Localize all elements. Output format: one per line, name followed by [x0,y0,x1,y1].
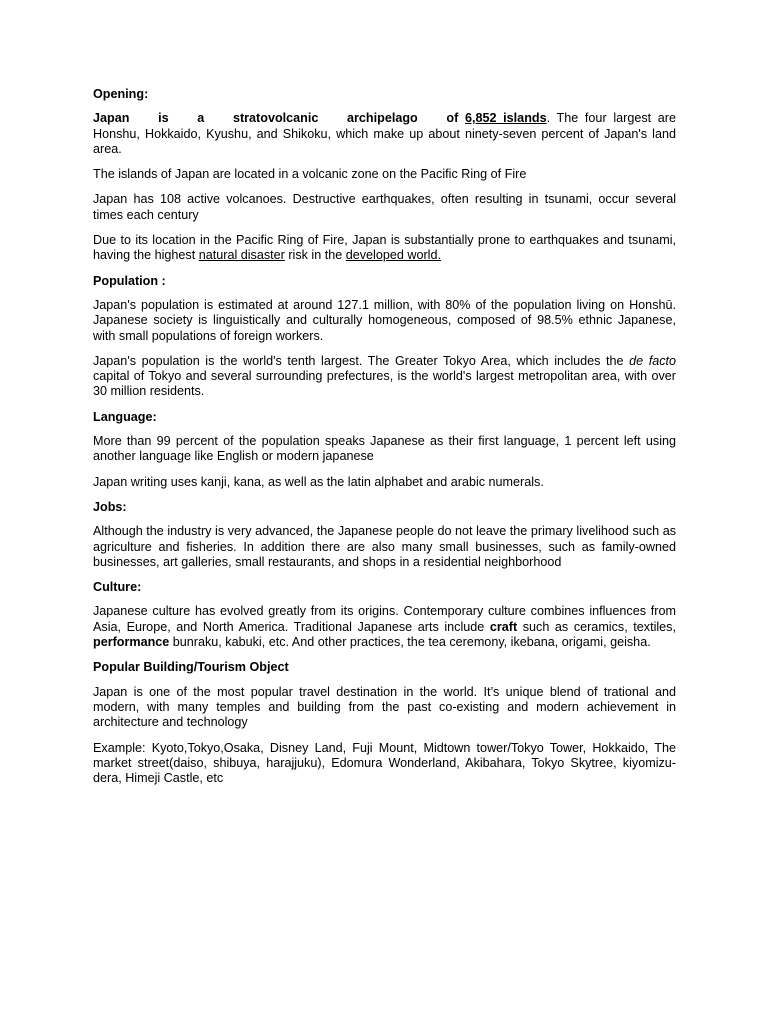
culture-p1-c: such as ceramics, textiles, [517,619,676,634]
opening-p1-lead: Japan is a stratovolcanic archipelago of [93,111,459,126]
language-heading: Language: [93,409,157,424]
opening-paragraph-4 [93,233,676,264]
population-paragraph-1: Japan's population is estimated at around 127.1 million, with 80% of the population living on Honshū. Japanese society is linguistically and culturally homogeneous, composed of 98.5% ethnic Japanese, with small populations of foreign workers. [93,297,676,343]
culture-heading: Culture: [93,580,142,595]
culture-p1-e: bunraku, kabuki, etc. And other practices, the tea ceremony, ikebana, origami, geisha. [169,635,651,650]
culture-paragraph-1 [93,604,676,650]
population-heading: Population : [93,273,166,288]
opening-heading: Opening: [93,87,149,101]
craft-text: craft [489,619,518,634]
natural-disaster-link[interactable]: natural disaster [198,248,285,263]
population-p2-a: Japan's population is the world's tenth largest. The Greater Tokyo Area, which includes the [93,353,630,368]
opening-paragraph-3: Japan has 108 active volcanoes. Destructive earthquakes, often resulting in tsunami, occur several times each century [93,192,676,222]
opening-paragraph-2: The islands of Japan are located in a volcanic zone on the Pacific Ring of Fire [93,167,527,182]
opening-p4-a: Due to its location in the Pacific Ring of Fire, Japan is substantially prone to earthquakes and tsunami, having the highest [93,233,676,263]
performance-text: performance [93,635,170,650]
opening-p4-c: risk in the [284,248,346,263]
jobs-heading: Jobs: [93,499,127,514]
opening-paragraph-1 [93,111,676,157]
jobs-paragraph-1: Although the industry is very advanced, the Japanese people do not leave the primary livelihood such as agriculture and fisheries. In addition there are also many small businesses, such as family-owned businesses, art galleries, small restaurants, and shops in a residential neighborhood [93,524,676,569]
language-paragraph-1: More than 99 percent of the population speaks Japanese as their first language, 1 percent left using another language like English or modern japanese [93,434,676,464]
population-p2-c: capital of Tokyo and several surrounding prefectures, is the world's largest metropolitan area, with over 30 million residents. [93,369,676,399]
language-paragraph-2: Japan writing uses kanji, kana, as well as the latin alphabet and arabic numerals. [93,474,544,489]
islands-count-link[interactable]: 6,852 islands [464,111,547,126]
tourism-paragraph-1: Japan is one of the most popular travel destination in the world. It’s unique blend of trational and modern, with many temples and building from the past co-existing and modern achievement in architecture and technology [93,684,676,730]
de-facto-text: de facto [629,353,676,368]
tourism-heading: Popular Building/Tourism Object [93,660,289,675]
developed-world-link[interactable]: developed world. [345,248,441,263]
document-page [93,87,676,796]
opening-p1-rest: . The four largest are Honshu, Hokkaido, Kyushu, and Shikoku, which make up about ninety-seven percent of Japan's land area. [93,111,677,156]
culture-p1-a: Japanese culture has evolved greatly from its origins. Contemporary culture combines influences from Asia, Europe, and North America. Traditional Japanese arts include [93,604,676,634]
tourism-paragraph-2: Example: Kyoto,Tokyo,Osaka, Disney Land, Fuji Mount, Midtown tower/Tokyo Tower, Hokkaido, The market street(daiso, shibuya, harajjuku), Edomura Wonderland, Akibahara, Tokyo Skytree, kiyomizu-dera, Himeji Castle, etc [93,740,676,786]
population-paragraph-2 [93,354,676,400]
